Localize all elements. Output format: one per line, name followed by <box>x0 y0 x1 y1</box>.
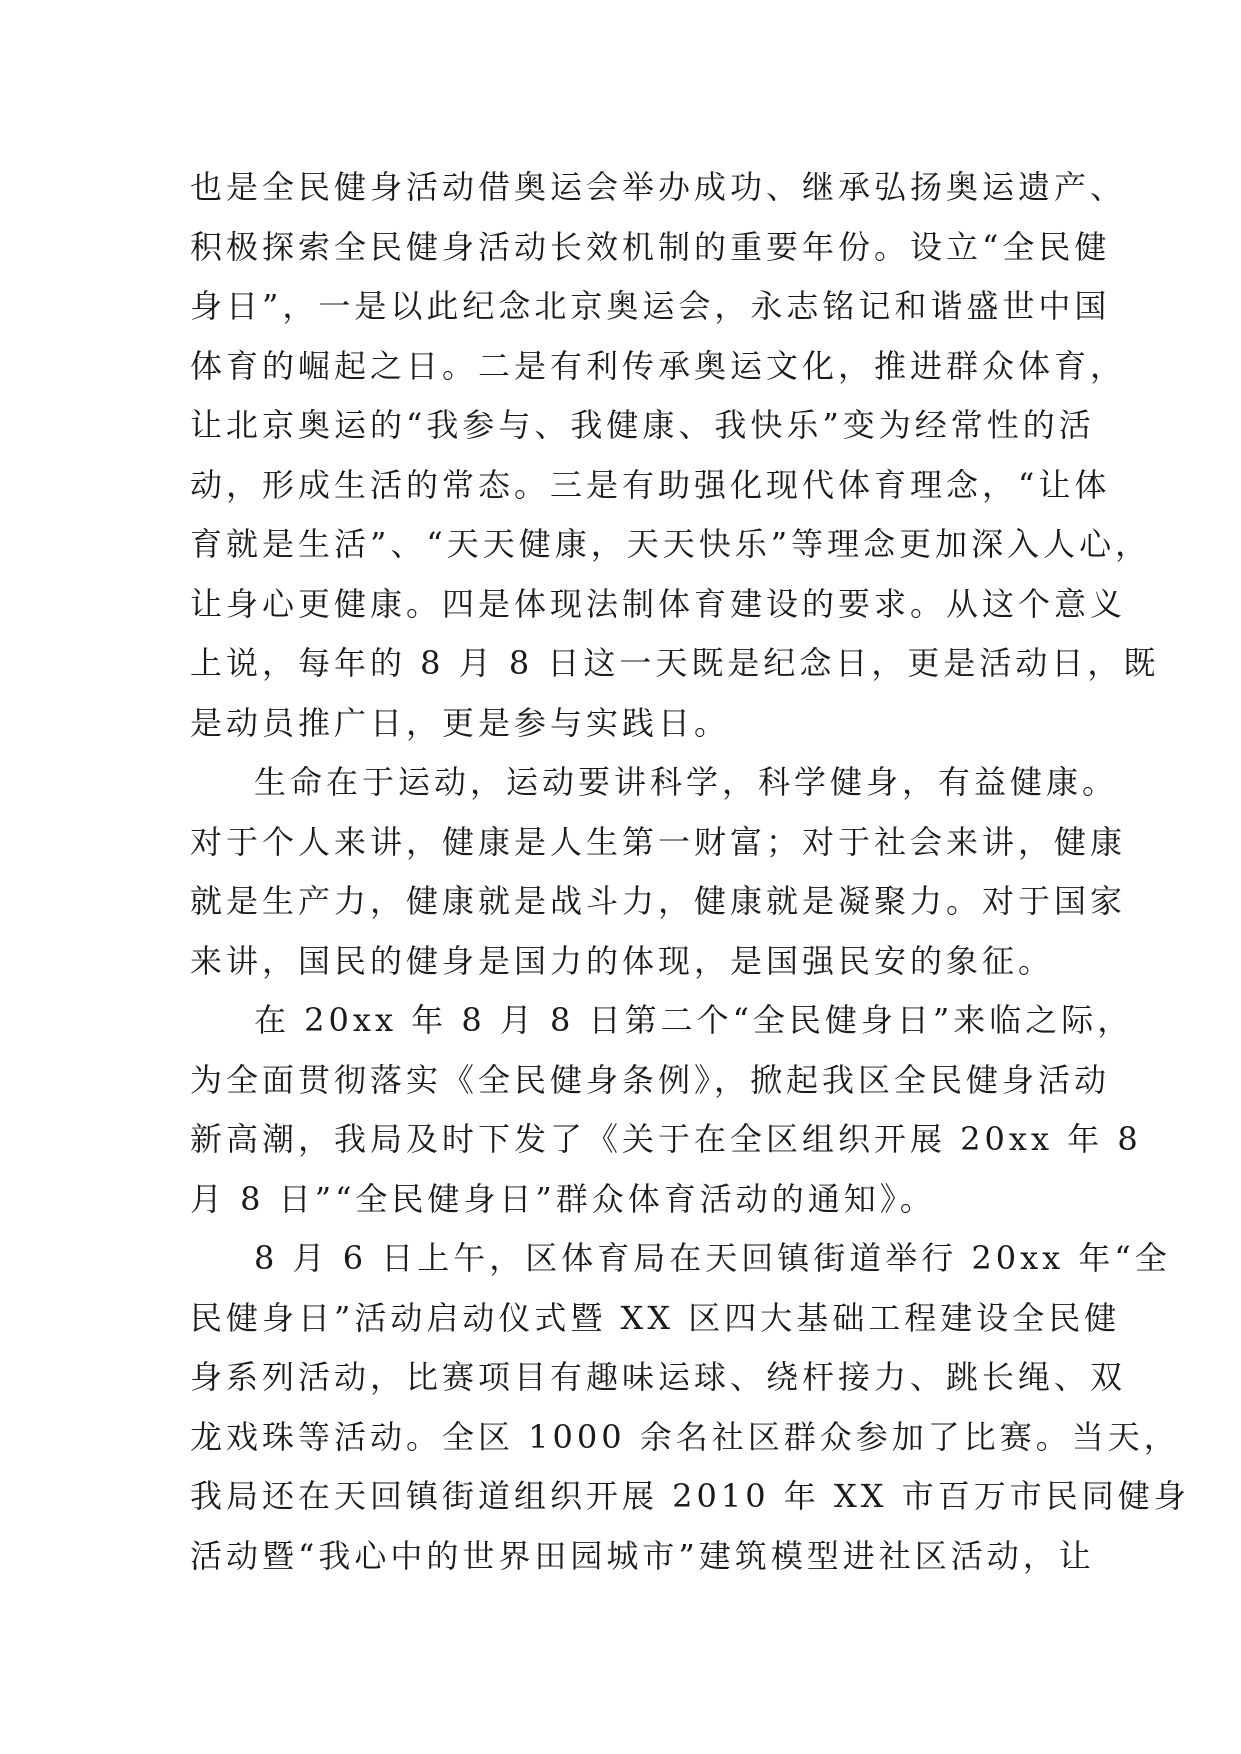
paragraph-health <box>190 753 1127 991</box>
document-body <box>190 158 1190 1586</box>
text-line: 我局还在天回镇街道组织开展 2010 年 XX 市百万市民同健身 <box>190 1477 1190 1515</box>
text-line: 为全面贯彻落实《全民健身条例》，掀起我区全民健身活动 <box>190 1060 1111 1099</box>
text-line: 活动暨“我心中的世界田园城市”建筑模型进社区活动，让 <box>190 1536 1095 1575</box>
text-line: 上说，每年的 8 月 8 日这一天既是纪念日，更是活动日，既 <box>190 644 1160 682</box>
text-line: 也是全民健身活动借奥运会举办成功、继承弘扬奥运遗产、 <box>190 168 1127 206</box>
text-line: 月 8 日”“全民健身日”群众体育活动的通知》。 <box>190 1179 936 1218</box>
text-line: 在 20xx 年 8 月 8 日第二个“全民健身日”来临之际， <box>254 1001 1134 1039</box>
text-line: 身系列活动，比赛项目有趣味运球、绕杆接力、跳长绳、双 <box>190 1358 1127 1396</box>
text-line: 让身心更健康。四是体现法制体育建设的要求。从这个意义 <box>190 584 1127 623</box>
text-line: 身日”，一是以此纪念北京奥运会，永志铭记和谐盛世中国 <box>190 287 1111 325</box>
paragraph-notice <box>190 991 1142 1229</box>
text-line: 8 月 6 日上午，区体育局在天回镇街道举行 20xx 年“全 <box>254 1239 1171 1277</box>
text-line: 育就是生活”、“天天健康，天天快乐”等理念更加深入人心， <box>190 525 1152 563</box>
text-line: 积极探索全民健身活动长效机制的重要年份。设立“全民健 <box>190 227 1111 266</box>
text-line: 民健身日”活动启动仪式暨 XX 区四大基础工程建设全民健 <box>190 1298 1121 1337</box>
text-line: 来讲，国民的健身是国力的体现，是国强民安的象征。 <box>190 941 1055 980</box>
text-line: 对于个人来讲，健康是人生第一财富；对于社会来讲，健康 <box>190 822 1127 861</box>
text-line: 让北京奥运的“我参与、我健康、我快乐”变为经常性的活 <box>190 406 1095 444</box>
text-line: 是动员推广日，更是参与实践日。 <box>190 703 731 742</box>
text-line: 生命在于运动，运动要讲科学，科学健身，有益健康。 <box>254 763 1119 801</box>
text-line: 体育的崛起之日。二是有利传承奥运文化，推进群众体育， <box>190 346 1127 385</box>
text-line: 龙戏珠等活动。全区 1000 余名社区群众参加了比赛。当天， <box>190 1417 1180 1456</box>
paragraph-launch <box>190 1229 1190 1586</box>
paragraph-continuation <box>190 158 1160 753</box>
text-line: 新高潮，我局及时下发了《关于在全区组织开展 20xx 年 8 <box>190 1120 1142 1158</box>
text-line: 就是生产力，健康就是战斗力，健康就是凝聚力。对于国家 <box>190 882 1127 920</box>
text-line: 动，形成生活的常态。三是有助强化现代体育理念，“让体 <box>190 465 1111 504</box>
